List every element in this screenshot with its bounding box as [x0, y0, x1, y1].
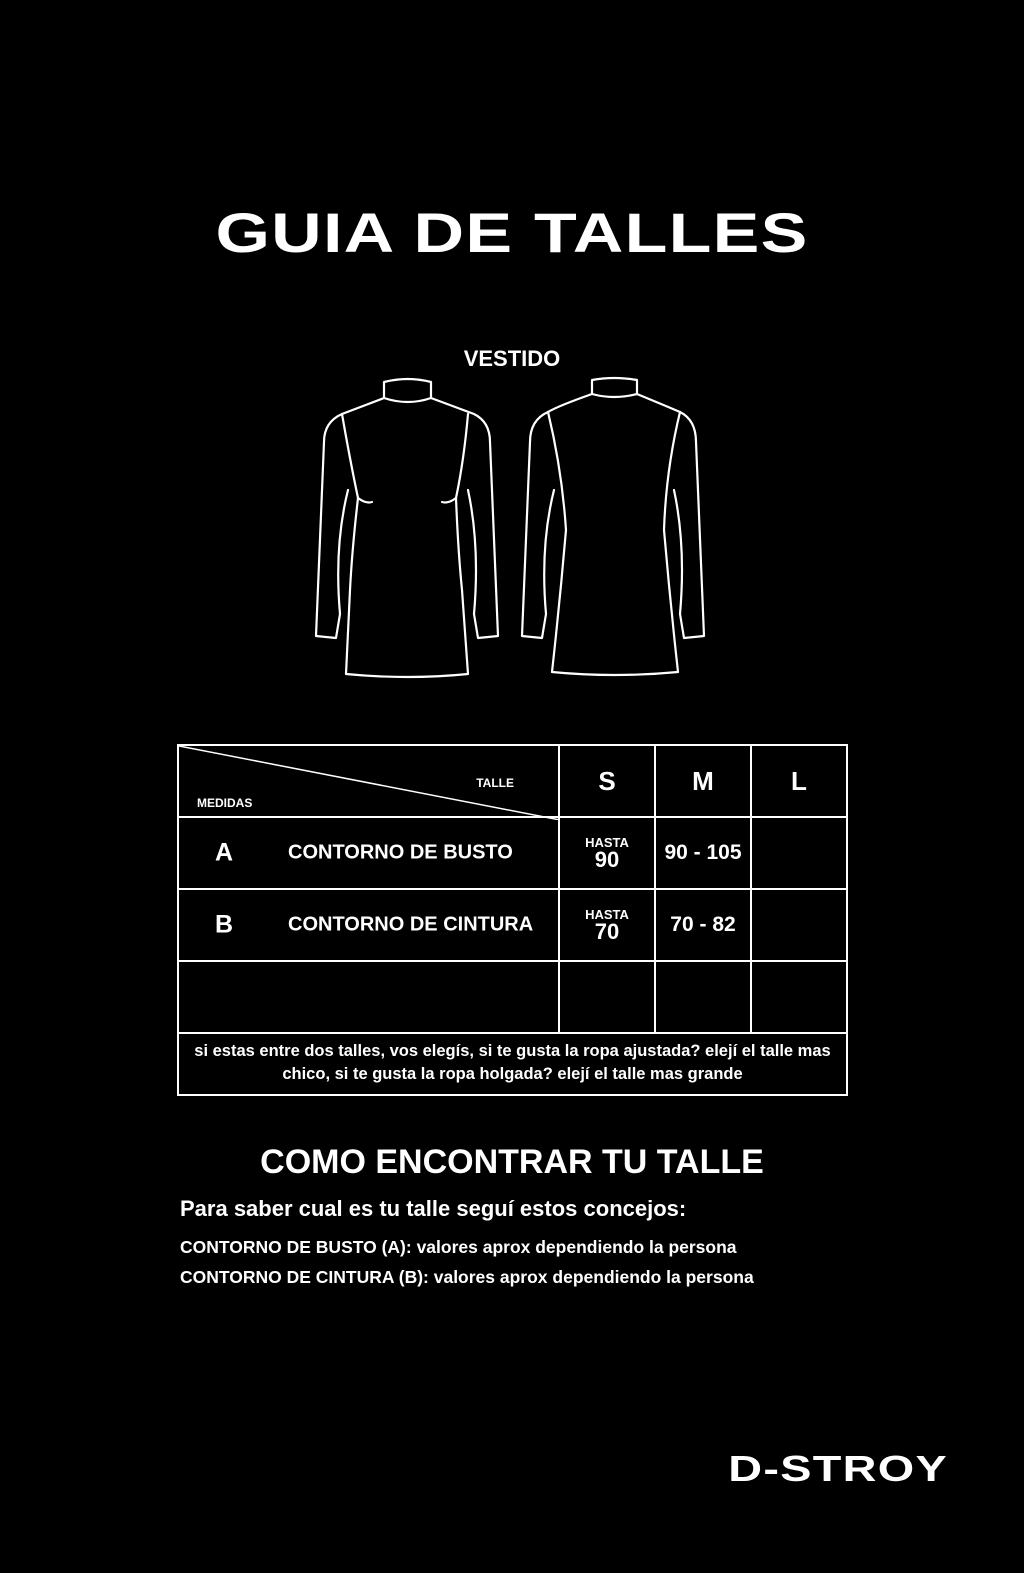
- measure-bust-cell: [178, 817, 559, 889]
- page-title: GUIA DE TALLES: [215, 201, 809, 264]
- table-note-row: [178, 1033, 847, 1095]
- brand-logo: D-STROY: [728, 1448, 948, 1489]
- size-s-header: S: [559, 745, 655, 817]
- corner-cell: [178, 745, 559, 817]
- table-header-row: [178, 745, 847, 817]
- table-row: [178, 889, 847, 961]
- measure-letter: A: [215, 838, 234, 867]
- empty-cell: [559, 961, 655, 1033]
- size-m-header: M: [655, 745, 751, 817]
- waist-size-s: [559, 889, 655, 961]
- hasta-label: HASTA: [585, 906, 629, 922]
- dress-front-drawing: [316, 379, 498, 677]
- bust-size-m: 90 - 105: [655, 817, 751, 889]
- waist-size-m: 70 - 82: [655, 889, 751, 961]
- bust-size-s: [559, 817, 655, 889]
- measure-waist-cell: [178, 889, 559, 961]
- empty-cell: [751, 961, 847, 1033]
- empty-cell: [655, 961, 751, 1033]
- size-table: [177, 744, 848, 1096]
- corner-medidas-label: MEDIDAS: [197, 796, 253, 810]
- hasta-value: 90: [594, 846, 620, 872]
- measure-letter: B: [215, 910, 234, 939]
- how-line-waist: CONTORNO DE CINTURA (B): valores aprox dependiendo la persona: [180, 1267, 754, 1287]
- hasta-value: 70: [594, 918, 620, 944]
- table-empty-row: [178, 961, 847, 1033]
- corner-talle-label: TALLE: [476, 776, 514, 790]
- how-title: COMO ENCONTRAR TU TALLE: [260, 1143, 764, 1181]
- size-l-header: L: [751, 745, 847, 817]
- measure-name: CONTORNO DE CINTURA: [288, 913, 534, 936]
- dress-back-drawing: [522, 378, 704, 675]
- measure-name: CONTORNO DE BUSTO: [288, 841, 513, 864]
- waist-size-l: [751, 889, 847, 961]
- table-row: [178, 817, 847, 889]
- size-note: si estas entre dos talles, vos elegís, si te gusta la ropa ajustada? elejí el talle mas chico, si te gusta la ropa holgada? elejí el talle mas grande: [178, 1033, 847, 1095]
- how-subtitle: Para saber cual es tu talle seguí estos concejos:: [180, 1196, 687, 1221]
- dress-illustration: [300, 370, 720, 690]
- bust-size-l: [751, 817, 847, 889]
- hasta-label: HASTA: [585, 834, 629, 850]
- how-line-bust: CONTORNO DE BUSTO (A): valores aprox dependiendo la persona: [180, 1237, 737, 1257]
- garment-label: VESTIDO: [463, 346, 561, 371]
- empty-cell: [178, 961, 559, 1033]
